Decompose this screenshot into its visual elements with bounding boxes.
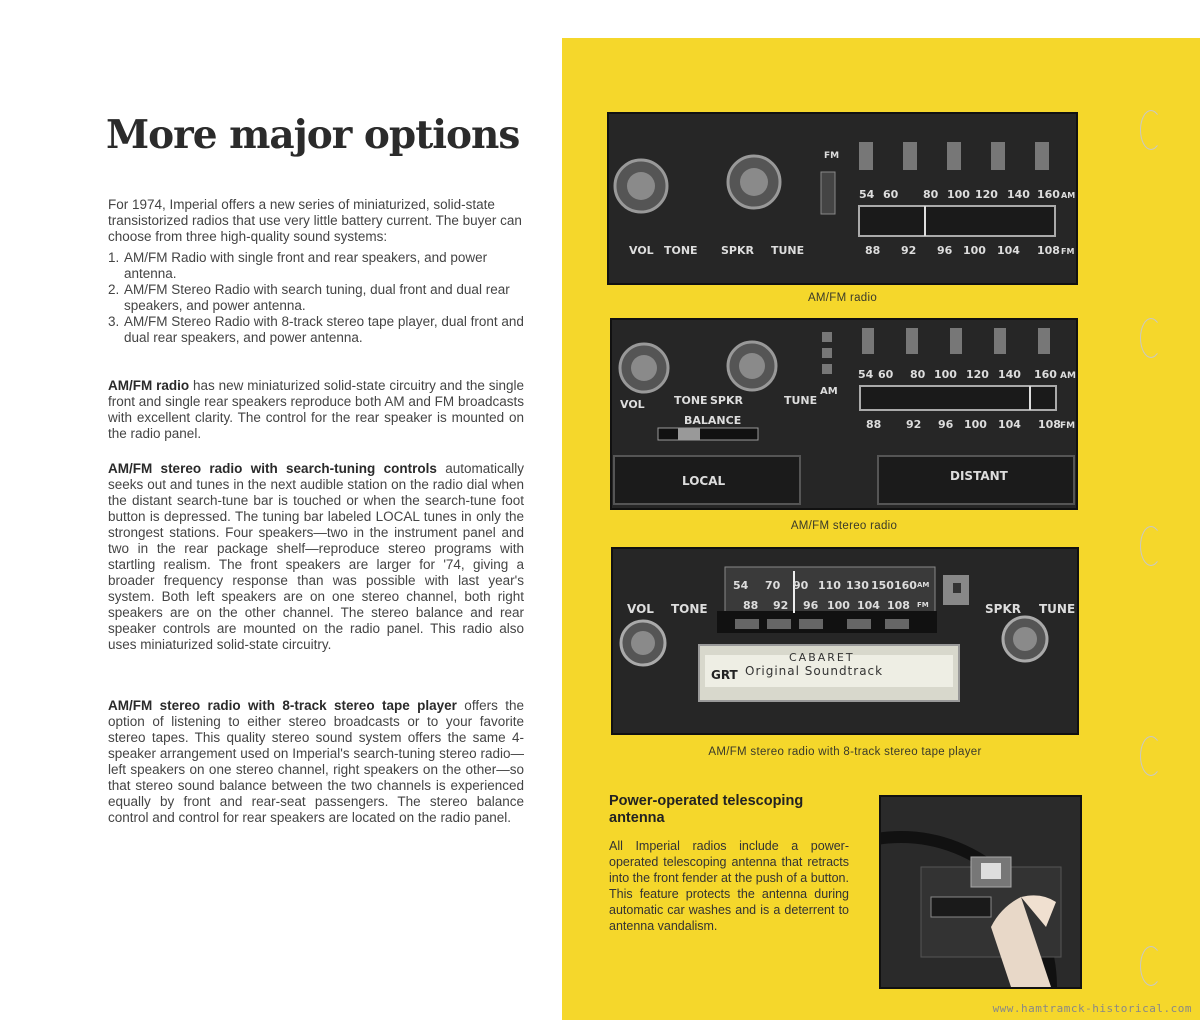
tape-title: CABARET	[789, 651, 855, 664]
svg-text:AM: AM	[1060, 371, 1076, 381]
spkr-label: SPKR	[985, 602, 1021, 616]
svg-text:54: 54	[859, 188, 875, 201]
svg-text:80: 80	[910, 368, 926, 381]
svg-text:FM: FM	[917, 601, 929, 609]
paragraph-lead: AM/FM stereo radio with search-tuning controls	[108, 461, 437, 476]
svg-text:FM: FM	[1061, 247, 1075, 256]
svg-text:AM: AM	[917, 581, 930, 589]
tune-label: TUNE	[771, 244, 805, 257]
tone-label: TONE	[664, 244, 698, 257]
svg-text:160: 160	[1037, 188, 1060, 201]
caption-am-fm-radio: AM/FM radio	[807, 292, 878, 304]
vol-label: VOL	[629, 244, 654, 257]
svg-text:96: 96	[937, 244, 953, 257]
stereo-search-paragraph: AM/FM stereo radio with search-tuning controls automatically seeks out and tunes in the next audible station on the radio dial when the distant search-tune bar is touched or when the search-tune foot button is depressed. The tuning bar labeled LOCAL tunes in only the strongest stations. Four speakers—two in the instrument panel and two in the rear package shelf—reproduce stereo programs with startling realism. The front speakers are larger for '74, giving a broader frequency response than was possible with last year's system. Both left speakers are on one stereo channel, both right speakers are on the other channel. The stereo balance and rear speaker controls are mounted on the radio panel. This radio also uses miniaturized solid-state circuitry.	[108, 461, 524, 652]
list-item: 1. AM/FM Radio with single front and rear speakers, and power antenna.	[108, 250, 488, 281]
antenna-paragraph: All Imperial radios include a power-operated telescoping antenna that retracts into the front fender at the push of a button. This feature protects the antenna during automatic car washes and is a deterrent to antenna vandalism.	[609, 839, 849, 933]
binder-hole	[1140, 526, 1162, 566]
spkr-label: SPKR	[710, 394, 743, 407]
source-url: www.hamtramck-historical.com	[992, 1002, 1192, 1015]
am-scale	[859, 188, 1075, 201]
svg-text:88: 88	[865, 244, 881, 257]
vol-label: VOL	[627, 602, 654, 616]
caption-tape-player: AM/FM stereo radio with 8-track stereo tape player	[708, 746, 982, 758]
svg-text:AM: AM	[1061, 191, 1076, 200]
am-label: AM	[820, 386, 838, 397]
svg-text:100: 100	[947, 188, 970, 201]
svg-text:54: 54	[858, 368, 874, 381]
tape-brand: GRT	[711, 668, 738, 682]
intro-paragraph: For 1974, Imperial offers a new series of miniaturized, solid-state transistorized radios that use very little battery current. The buyer can choose from three high-quality sound systems:	[108, 197, 522, 244]
svg-text:140: 140	[998, 368, 1021, 381]
svg-text:108: 108	[1037, 244, 1060, 257]
svg-text:90: 90	[793, 579, 809, 592]
binder-hole	[1140, 736, 1162, 776]
svg-text:120: 120	[975, 188, 998, 201]
tune-label: TUNE	[1039, 602, 1076, 616]
paragraph-lead: AM/FM radio	[108, 378, 190, 393]
dashboard-illustration	[881, 797, 1080, 987]
fm-label: FM	[824, 151, 840, 161]
svg-text:150: 150	[871, 579, 894, 592]
svg-text:FM: FM	[1060, 421, 1076, 431]
radio-illustration	[609, 114, 1076, 283]
svg-text:120: 120	[966, 368, 989, 381]
antenna-heading: Power-operated telescoping antenna	[609, 793, 804, 826]
svg-text:108: 108	[887, 599, 910, 612]
stereo-tape-player-photo	[611, 547, 1079, 735]
svg-text:92: 92	[901, 244, 917, 257]
svg-text:100: 100	[934, 368, 957, 381]
svg-text:92: 92	[906, 418, 922, 431]
tune-label: TUNE	[784, 394, 818, 407]
tone-label: TONE	[671, 602, 708, 616]
antenna-button-photo	[879, 795, 1082, 989]
binder-hole	[1140, 110, 1162, 150]
svg-text:100: 100	[964, 418, 987, 431]
svg-text:108: 108	[1038, 418, 1061, 431]
paragraph-lead: AM/FM stereo radio with 8-track stereo tape player	[108, 698, 457, 713]
list-item: 3. AM/FM Stereo Radio with 8-track stereo tape player, dual front and dual rear speakers, and power antenna.	[108, 314, 524, 345]
tape-subtitle: Original Soundtrack	[745, 664, 884, 678]
svg-text:80: 80	[923, 188, 939, 201]
svg-text:104: 104	[857, 599, 880, 612]
stereo-radio-illustration	[612, 320, 1076, 508]
svg-text:54: 54	[733, 579, 749, 592]
binder-hole	[1140, 946, 1162, 986]
am-fm-radio-paragraph: AM/FM radio has new miniaturized solid-state circuitry and the single front and single rear speakers reproduce both AM and FM broadcasts with excellent clarity. The control for the rear speaker is mounted on the radio panel.	[108, 378, 524, 441]
am-fm-radio-photo	[607, 112, 1078, 285]
am-fm-stereo-radio-photo	[610, 318, 1078, 510]
svg-text:104: 104	[998, 418, 1021, 431]
vol-label: VOL	[620, 398, 645, 411]
local-label: LOCAL	[682, 474, 726, 488]
am-scale	[858, 368, 1076, 381]
stereo-tape-paragraph: AM/FM stereo radio with 8-track stereo tape player offers the option of listening to either stereo broadcasts or to your favorite stereo tapes. This quality stereo sound system offers the same 4-speaker arrangement used on Imperial's search-tuning stereo radio—left speakers on one stereo channel, right speakers on the other—so that stereo sound balance between the two channels is experienced equally by front and rear-seat passengers. The stereo balance control and control for rear speakers are located on the radio panel.	[108, 698, 524, 825]
page-title: More major options	[106, 112, 520, 158]
svg-text:160: 160	[1034, 368, 1057, 381]
spkr-label: SPKR	[721, 244, 754, 257]
options-list	[108, 250, 524, 346]
tape-player-illustration	[613, 549, 1077, 733]
svg-text:60: 60	[878, 368, 894, 381]
balance-label: BALANCE	[684, 414, 742, 427]
svg-text:70: 70	[765, 579, 781, 592]
svg-text:160: 160	[894, 579, 917, 592]
svg-text:100: 100	[963, 244, 986, 257]
svg-text:88: 88	[866, 418, 882, 431]
svg-text:92: 92	[773, 599, 789, 612]
svg-text:140: 140	[1007, 188, 1030, 201]
svg-text:88: 88	[743, 599, 759, 612]
tone-label: TONE	[674, 394, 708, 407]
svg-text:96: 96	[938, 418, 954, 431]
list-item: 2. AM/FM Stereo Radio with search tuning, dual front and dual rear speakers, and power antenna.	[108, 282, 510, 313]
svg-text:100: 100	[827, 599, 850, 612]
svg-text:60: 60	[883, 188, 899, 201]
distant-label: DISTANT	[950, 469, 1008, 483]
svg-text:110: 110	[818, 579, 841, 592]
svg-text:130: 130	[846, 579, 869, 592]
svg-text:96: 96	[803, 599, 819, 612]
caption-stereo-radio: AM/FM stereo radio	[790, 520, 898, 532]
svg-text:104: 104	[997, 244, 1020, 257]
binder-hole	[1140, 318, 1162, 358]
